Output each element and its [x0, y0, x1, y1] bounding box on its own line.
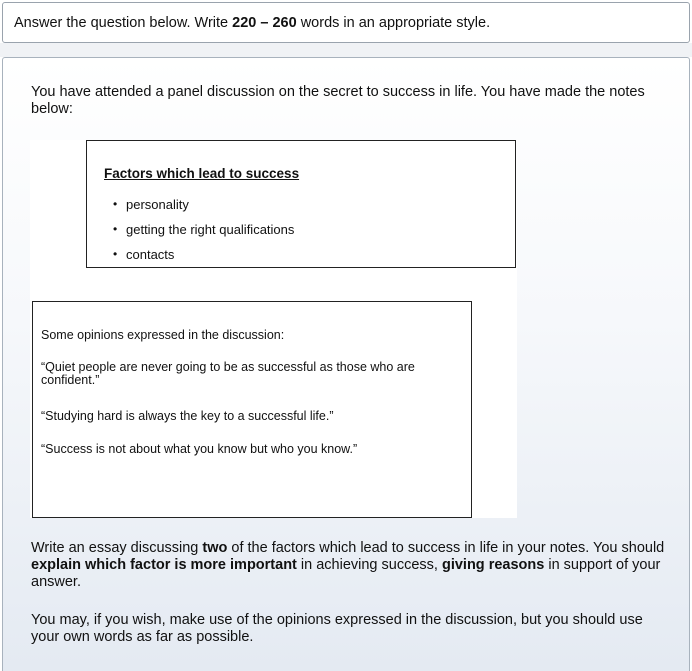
bullet-icon: •: [113, 247, 118, 261]
question-panel[interactable]: [2, 57, 690, 671]
notes-box: [86, 140, 516, 268]
opinion-quote: “Success is not about what you know but who you know.”: [41, 442, 358, 456]
task-instruction: [31, 540, 666, 591]
instruction-text: Answer the question below. Write: [14, 15, 233, 31]
notes-list: [113, 192, 294, 267]
opinions-heading: Some opinions expressed in the discussion:: [41, 328, 285, 342]
separator: [0, 43, 692, 57]
list-item-label: contacts: [126, 247, 175, 262]
opinion-quote: “Studying hard is always the key to a successful life.”: [41, 409, 334, 423]
task-text: in support of your answer.: [31, 557, 661, 590]
list-item: [113, 192, 294, 217]
opinion-quote: “Quiet people are never going to be as successful as those who are confident.”: [41, 360, 415, 387]
intro-text: You have attended a panel discussion on the secret to success in life. You have made the notes below:: [31, 84, 645, 117]
task-emphasis: giving reasons: [441, 557, 545, 573]
task-text: in achieving success,: [296, 557, 442, 573]
list-item-label: personality: [126, 197, 189, 212]
list-item-label: getting the right qualifications: [126, 222, 295, 237]
bullet-icon: •: [113, 222, 118, 236]
word-range: 220 – 260: [232, 15, 297, 31]
list-item: [113, 242, 294, 267]
notes-title: Factors which lead to success: [104, 166, 300, 181]
instruction-bar: [2, 2, 690, 43]
task-emphasis: explain which factor is more important: [31, 557, 297, 573]
instruction-text-end: words in an appropriate style.: [296, 15, 491, 31]
task-note: You may, if you wish, make use of the opinions expressed in the discussion, but you should use your own words as far as possible.: [31, 612, 643, 645]
task-text: Write an essay discussing: [31, 540, 203, 556]
task-text: of the factors which lead to success in life in your notes. You should: [227, 540, 665, 556]
task-emphasis: two: [202, 540, 228, 556]
opinions-box: [32, 301, 472, 518]
bullet-icon: •: [113, 197, 118, 211]
list-item: [113, 217, 294, 242]
notes-figure: [30, 140, 517, 518]
